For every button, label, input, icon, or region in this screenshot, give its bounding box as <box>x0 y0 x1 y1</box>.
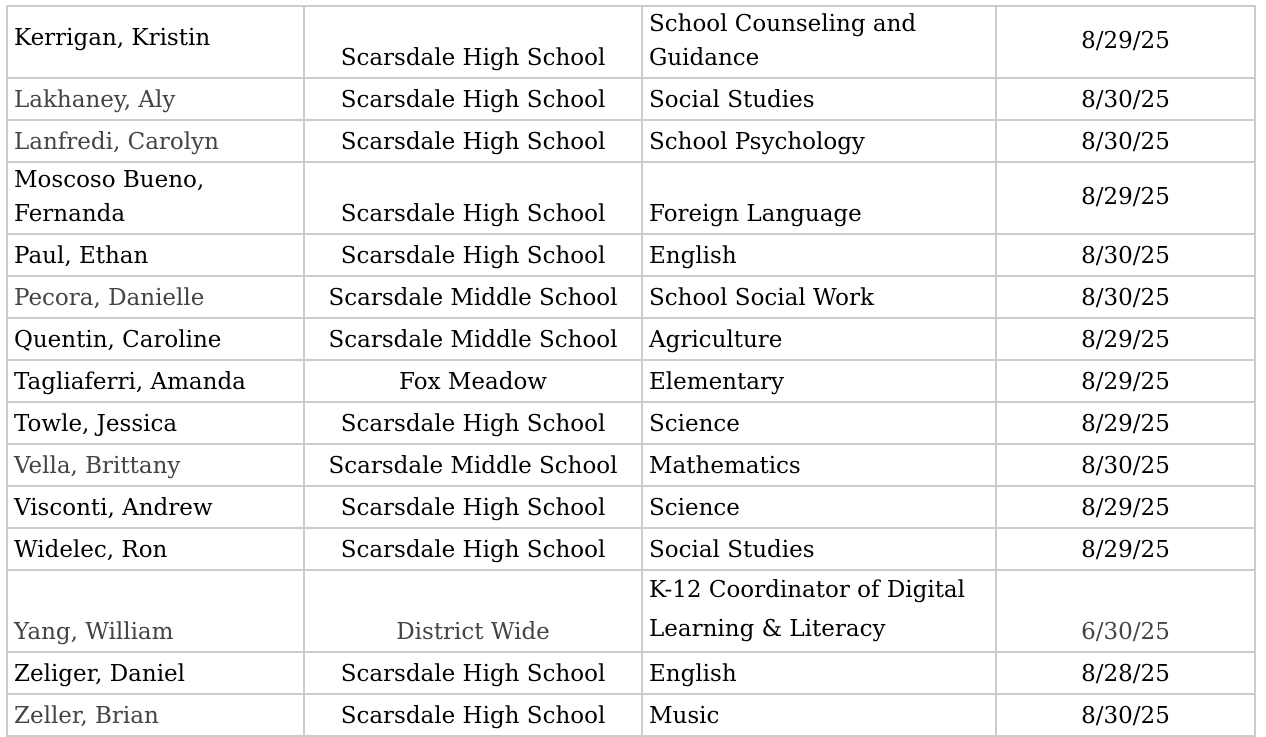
table-row <box>7 528 1255 570</box>
table-row <box>7 402 1255 444</box>
cell-name[interactable]: Zeller, Brian <box>7 694 304 736</box>
cell-date[interactable]: 8/30/25 <box>996 276 1255 318</box>
cell-name[interactable]: Kerrigan, Kristin <box>7 6 304 78</box>
cell-department[interactable]: School Social Work <box>642 276 996 318</box>
cell-department[interactable]: Mathematics <box>642 444 996 486</box>
table-row <box>7 162 1255 234</box>
table-row <box>7 486 1255 528</box>
table-row <box>7 360 1255 402</box>
cell-date[interactable]: 8/30/25 <box>996 234 1255 276</box>
cell-department[interactable]: Elementary <box>642 360 996 402</box>
cell-name[interactable]: Towle, Jessica <box>7 402 304 444</box>
cell-date[interactable]: 8/30/25 <box>996 444 1255 486</box>
cell-date[interactable]: 8/29/25 <box>996 318 1255 360</box>
table-row <box>7 652 1255 694</box>
table-row <box>7 6 1255 78</box>
cell-name[interactable]: Vella, Brittany <box>7 444 304 486</box>
cell-school[interactable]: Scarsdale High School <box>304 652 642 694</box>
cell-school[interactable]: Scarsdale High School <box>304 162 642 234</box>
table-row <box>7 570 1255 652</box>
table-row <box>7 318 1255 360</box>
cell-name[interactable]: Widelec, Ron <box>7 528 304 570</box>
cell-school[interactable]: Fox Meadow <box>304 360 642 402</box>
cell-department[interactable]: English <box>642 652 996 694</box>
cell-name[interactable]: Paul, Ethan <box>7 234 304 276</box>
cell-name[interactable]: Visconti, Andrew <box>7 486 304 528</box>
cell-date[interactable]: 8/29/25 <box>996 162 1255 234</box>
cell-name[interactable]: Lakhaney, Aly <box>7 78 304 120</box>
table-row <box>7 120 1255 162</box>
table-row <box>7 444 1255 486</box>
cell-date[interactable]: 8/28/25 <box>996 652 1255 694</box>
staff-table <box>6 5 1256 737</box>
cell-date[interactable]: 6/30/25 <box>996 570 1255 652</box>
cell-date[interactable]: 8/29/25 <box>996 402 1255 444</box>
cell-date[interactable]: 8/30/25 <box>996 694 1255 736</box>
cell-school[interactable]: District Wide <box>304 570 642 652</box>
cell-school[interactable]: Scarsdale Middle School <box>304 318 642 360</box>
cell-date[interactable]: 8/30/25 <box>996 120 1255 162</box>
cell-department[interactable]: Social Studies <box>642 528 996 570</box>
cell-name[interactable]: Quentin, Caroline <box>7 318 304 360</box>
cell-school[interactable]: Scarsdale High School <box>304 694 642 736</box>
cell-school[interactable]: Scarsdale High School <box>304 78 642 120</box>
cell-name[interactable]: Pecora, Danielle <box>7 276 304 318</box>
cell-school[interactable]: Scarsdale High School <box>304 486 642 528</box>
cell-department[interactable]: Science <box>642 486 996 528</box>
cell-school[interactable]: Scarsdale Middle School <box>304 444 642 486</box>
cell-school[interactable]: Scarsdale High School <box>304 528 642 570</box>
cell-date[interactable]: 8/29/25 <box>996 486 1255 528</box>
cell-name[interactable]: Moscoso Bueno, Fernanda <box>7 162 304 234</box>
cell-school[interactable]: Scarsdale High School <box>304 234 642 276</box>
cell-name[interactable]: Yang, William <box>7 570 304 652</box>
cell-date[interactable]: 8/30/25 <box>996 78 1255 120</box>
cell-department[interactable]: English <box>642 234 996 276</box>
table-row <box>7 276 1255 318</box>
cell-school[interactable]: Scarsdale High School <box>304 120 642 162</box>
table-row <box>7 78 1255 120</box>
cell-school[interactable]: Scarsdale Middle School <box>304 276 642 318</box>
cell-department[interactable]: Social Studies <box>642 78 996 120</box>
cell-department[interactable]: Science <box>642 402 996 444</box>
table-row <box>7 694 1255 736</box>
cell-name[interactable]: Zeliger, Daniel <box>7 652 304 694</box>
cell-date[interactable]: 8/29/25 <box>996 6 1255 78</box>
cell-department[interactable]: K-12 Coordinator of Digital Learning & Literacy <box>642 570 996 652</box>
cell-department[interactable]: Agriculture <box>642 318 996 360</box>
cell-name[interactable]: Tagliaferri, Amanda <box>7 360 304 402</box>
cell-department[interactable]: School Counseling and Guidance <box>642 6 996 78</box>
table-row <box>7 234 1255 276</box>
cell-name[interactable]: Lanfredi, Carolyn <box>7 120 304 162</box>
cell-department[interactable]: School Psychology <box>642 120 996 162</box>
cell-department[interactable]: Foreign Language <box>642 162 996 234</box>
cell-school[interactable]: Scarsdale High School <box>304 402 642 444</box>
cell-date[interactable]: 8/29/25 <box>996 528 1255 570</box>
cell-school[interactable]: Scarsdale High School <box>304 6 642 78</box>
cell-date[interactable]: 8/29/25 <box>996 360 1255 402</box>
cell-department[interactable]: Music <box>642 694 996 736</box>
